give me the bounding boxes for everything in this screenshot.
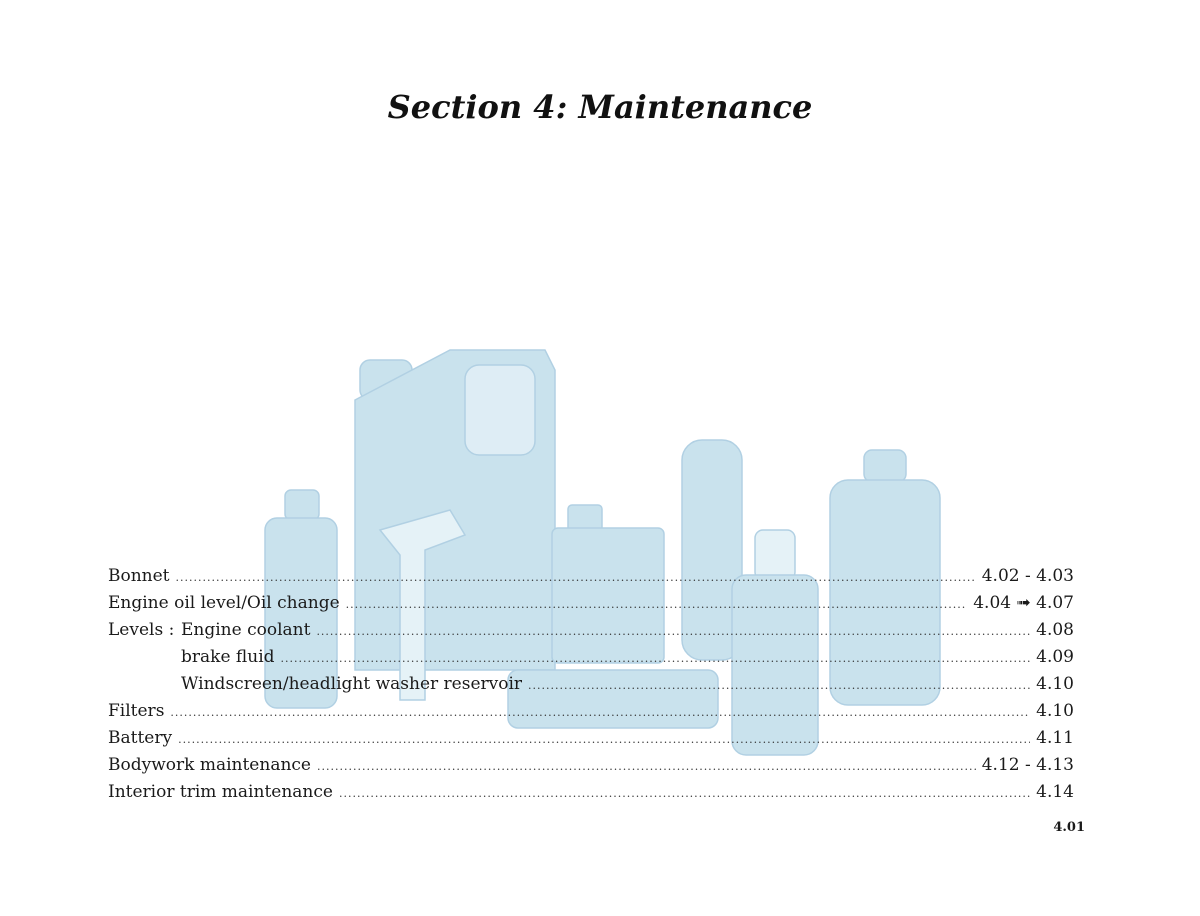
toc-dot-leader xyxy=(339,780,1030,807)
toc-label: Engine coolant xyxy=(181,620,311,640)
toc-page: 4.10 xyxy=(1036,674,1074,694)
toc-entry-bodywork[interactable] xyxy=(108,752,1074,779)
toc-label: Bodywork maintenance xyxy=(108,755,311,775)
toc-page: 4.10 xyxy=(1036,701,1074,721)
toc-entry-engine-coolant[interactable] xyxy=(108,617,1074,644)
toc-dot-leader xyxy=(178,726,1030,753)
toc-entry-washer-reservoir[interactable] xyxy=(108,671,1074,698)
toc-page: 4.12 - 4.13 xyxy=(981,755,1074,775)
toc-dot-leader xyxy=(316,618,1030,645)
toc-page: 4.14 xyxy=(1036,782,1074,802)
toc-entry-bonnet[interactable] xyxy=(108,563,1074,590)
table-of-contents xyxy=(108,563,1074,806)
toc-dot-leader xyxy=(528,672,1030,699)
toc-dot-leader xyxy=(170,699,1030,726)
toc-dot-leader xyxy=(346,591,968,618)
toc-page: 4.04 ➟ 4.07 xyxy=(973,593,1074,613)
toc-entry-filters[interactable] xyxy=(108,698,1074,725)
toc-dot-leader xyxy=(281,645,1031,672)
toc-dot-leader xyxy=(176,564,976,591)
toc-page: 4.11 xyxy=(1036,728,1074,748)
toc-dot-leader xyxy=(317,753,976,780)
toc-label: Windscreen/headlight washer reservoir xyxy=(181,674,523,694)
toc-entry-engine-oil[interactable] xyxy=(108,590,1074,617)
toc-entry-brake-fluid[interactable] xyxy=(108,644,1074,671)
toc-label: brake fluid xyxy=(181,647,275,667)
page-title: Section 4: Maintenance xyxy=(387,88,813,126)
toc-prefix-levels: Levels : xyxy=(108,620,175,640)
toc-page: 4.08 xyxy=(1036,620,1074,640)
toc-label: Battery xyxy=(108,728,173,748)
toc-label: Filters xyxy=(108,701,165,721)
toc-label: Engine oil level/Oil change xyxy=(108,593,340,613)
page-number: 4.01 xyxy=(1053,820,1085,835)
toc-entry-interior-trim[interactable] xyxy=(108,779,1074,806)
toc-page: 4.09 xyxy=(1036,647,1074,667)
toc-label: Bonnet xyxy=(108,566,170,586)
toc-entry-battery[interactable] xyxy=(108,725,1074,752)
toc-label: Interior trim maintenance xyxy=(108,782,333,802)
toc-page: 4.02 - 4.03 xyxy=(981,566,1074,586)
